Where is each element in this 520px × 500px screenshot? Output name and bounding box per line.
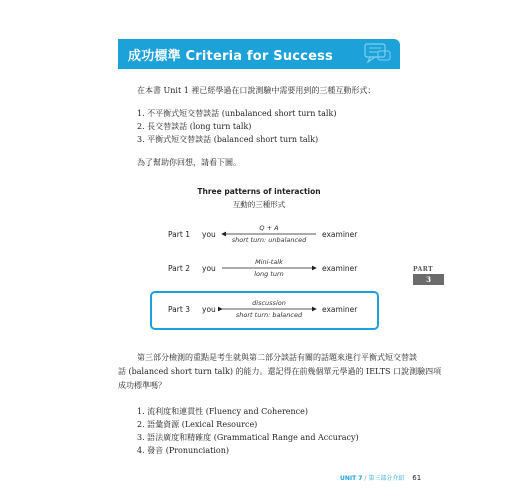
- row2-below: long turn: [254, 270, 284, 278]
- diagram-title-en: Three patterns of interaction: [197, 187, 321, 196]
- para-line-3: 成功標準嗎？: [118, 381, 166, 390]
- help-line: 為了幫助你回想，請看下圖。: [137, 158, 241, 167]
- row1-above: Q + A: [259, 224, 279, 232]
- footer-unit-title: 第三部分介紹: [368, 475, 405, 482]
- page-footer: UNIT 7 / 第三部分介紹 61: [340, 474, 422, 482]
- part-tab-label: PART: [413, 266, 434, 273]
- para-line-2: 話 (balanced short turn talk) 的能力。還記得在前幾個單元學過的 IELTS 口說測驗四項: [118, 367, 442, 376]
- row1-examiner: examiner: [322, 230, 358, 239]
- row2-you: you: [202, 264, 216, 273]
- row3-above: discussion: [252, 299, 286, 307]
- intro-text: 在本書 Unit 1 裡已經學過在口說測驗中需要用到的三種互動形式：: [137, 86, 376, 95]
- page-number: 61: [412, 474, 422, 482]
- footer-unit: UNIT 7: [340, 475, 363, 482]
- form-item-2: 2. 長交替談話 (long turn talk): [137, 122, 252, 131]
- para-line-1: 第三部分檢測的重點是考生就與第二部分談話有關的話題來進行平衡式短交替談: [137, 353, 417, 362]
- diagram-title-zh: 互動的三種形式: [232, 200, 286, 209]
- row1-below: short turn: unbalanced: [231, 236, 307, 244]
- criterion-4: 4. 發音 (Pronunciation): [137, 446, 229, 455]
- section-title: 成功標準 Criteria for Success: [128, 49, 333, 64]
- row3-part: Part 3: [168, 305, 190, 314]
- row1-you: you: [202, 230, 216, 239]
- form-item-1: 1. 不平衡式短交替談話 (unbalanced short turn talk): [137, 109, 337, 118]
- row2-above: Mini-talk: [255, 258, 283, 266]
- form-item-3: 3. 平衡式短交替談話 (balanced short turn talk): [137, 135, 319, 144]
- row1-part: Part 1: [168, 230, 190, 239]
- row3-below: short turn: balanced: [235, 311, 303, 319]
- part-side-tab: [413, 266, 444, 285]
- row2-part: Part 2: [168, 264, 190, 273]
- row3-you: you: [202, 305, 216, 314]
- criterion-1: 1. 流利度和連貫性 (Fluency and Coherence): [137, 407, 308, 416]
- criterion-3: 3. 語法廣度和精確度 (Grammatical Range and Accuracy): [137, 433, 359, 442]
- criterion-2: 2. 語彙資源 (Lexical Resource): [137, 420, 258, 429]
- row2-examiner: examiner: [322, 264, 358, 273]
- part-tab-number: 3: [413, 274, 444, 285]
- row3-examiner: examiner: [322, 305, 358, 314]
